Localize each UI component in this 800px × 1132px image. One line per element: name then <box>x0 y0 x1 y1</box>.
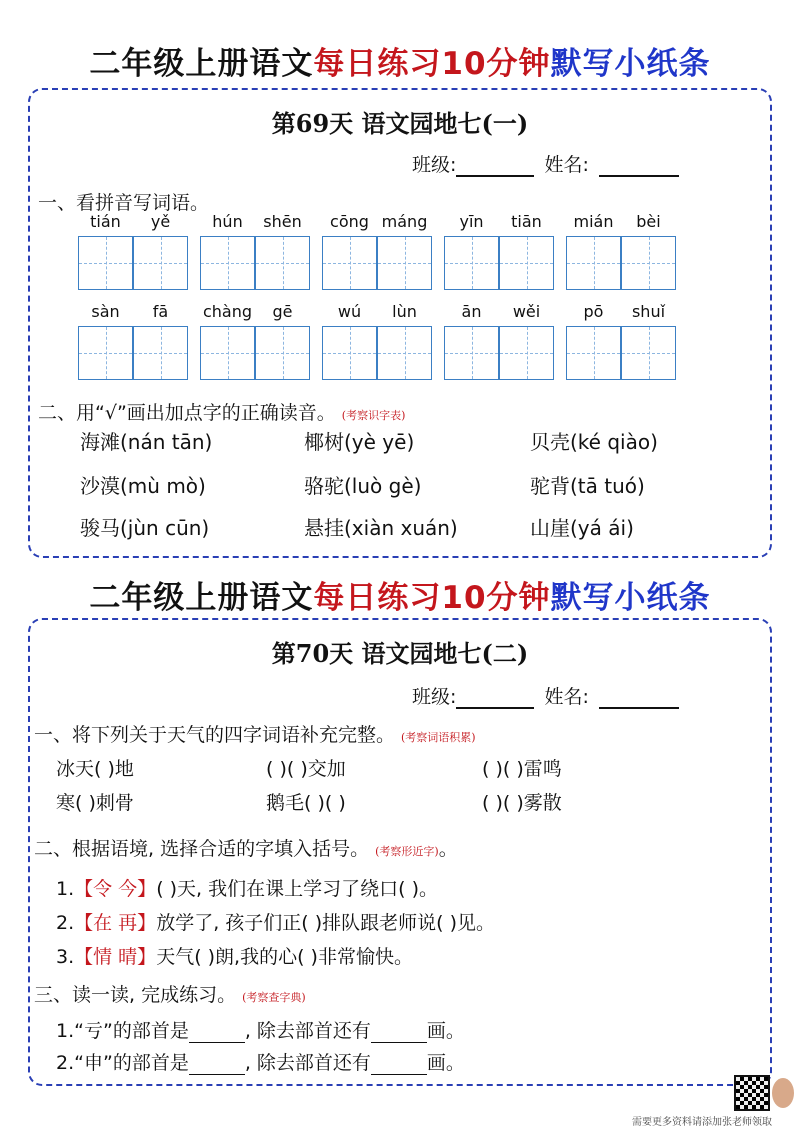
line-part-b: , 除去部首还有 <box>244 1020 371 1042</box>
writing-cell[interactable] <box>133 236 188 290</box>
writing-grid <box>444 236 554 290</box>
item-text: ( )天, 我们在课上学习了绕口( )。 <box>156 878 438 900</box>
question-2-text: 二、根据语境, 选择合适的字填入括号。 <box>34 838 370 860</box>
fill-item: 冰天( )地 <box>56 758 134 780</box>
name-blank[interactable] <box>599 707 679 709</box>
writing-grid <box>200 236 310 290</box>
pinyin-syllable: cōng <box>330 212 369 231</box>
pinyin-syllable: ān <box>461 302 482 321</box>
pinyin-syllable: wú <box>337 302 362 321</box>
question-2-text: 二、用“√”画出加点字的正确读音。 <box>38 402 336 424</box>
writing-cell[interactable] <box>566 326 621 380</box>
writing-grid <box>322 326 432 380</box>
writing-cell[interactable] <box>566 236 621 290</box>
pinyin-syllable: bèi <box>636 212 661 231</box>
choice-item-3 <box>56 942 413 969</box>
item-text: 天气( )朗,我的心( )非常愉快。 <box>156 946 413 968</box>
class-label: 班级: <box>412 686 457 708</box>
writing-cell[interactable] <box>78 236 133 290</box>
reading-choice-item[interactable]: 沙漠(mù mò) <box>80 474 206 498</box>
fill-item: ( )( )交加 <box>266 758 346 780</box>
writing-cell[interactable] <box>322 236 377 290</box>
writing-grid <box>78 236 188 290</box>
worksheet-title: 第70天 语文园地七(二) <box>271 639 529 668</box>
banner-part2: 每日练习10分钟 <box>313 580 551 616</box>
reading-choice-item[interactable]: 骆驼(luò gè) <box>304 474 422 498</box>
choice-item-1 <box>56 874 438 901</box>
question-3-heading <box>34 980 306 1007</box>
pinyin-syllable: shuǐ <box>631 302 666 321</box>
pinyin-syllable: máng <box>381 212 428 231</box>
item-number: 3. <box>56 946 75 968</box>
item-choice: 【令 今】 <box>74 878 157 900</box>
name-label: 姓名: <box>544 154 589 176</box>
choice-item-2 <box>56 908 495 935</box>
writing-grid <box>566 236 676 290</box>
question-2-note: (考察识字表) <box>341 409 406 422</box>
line-part-a: 1.“亏”的部首是 <box>56 1020 189 1042</box>
pinyin-syllable: lùn <box>392 302 417 321</box>
writing-cell[interactable] <box>621 326 676 380</box>
class-label: 班级: <box>412 154 457 176</box>
page-banner-top <box>0 38 800 83</box>
question-1-text: 一、将下列关于天气的四字词语补充完整。 <box>34 724 396 746</box>
stroke-blank[interactable] <box>371 1042 427 1043</box>
writing-cell[interactable] <box>444 236 499 290</box>
name-label: 姓名: <box>544 686 589 708</box>
pinyin-syllable: yīn <box>459 212 484 231</box>
radical-line-2 <box>56 1048 465 1075</box>
reading-choice-item[interactable]: 椰树(yè yē) <box>304 430 415 454</box>
pinyin-syllable: pō <box>583 302 604 321</box>
banner-part3: 默写小纸条 <box>550 580 711 616</box>
question-3-note: (考察查字典) <box>242 991 306 1004</box>
writing-grid <box>200 326 310 380</box>
fill-item: ( )( )雾散 <box>482 792 562 814</box>
item-text: 放学了, 孩子们正( )排队跟老师说( )见。 <box>156 912 495 934</box>
writing-grid <box>322 236 432 290</box>
pinyin-syllable: wěi <box>512 302 541 321</box>
pinyin-syllable: mián <box>573 212 614 231</box>
line-part-b: , 除去部首还有 <box>244 1052 371 1074</box>
qr-code <box>734 1075 770 1111</box>
writing-cell[interactable] <box>200 326 255 380</box>
writing-cell[interactable] <box>621 236 676 290</box>
name-blank[interactable] <box>599 175 679 177</box>
reading-choice-item[interactable]: 山崖(yá ái) <box>530 516 634 540</box>
reading-choice-item[interactable]: 悬挂(xiàn xuán) <box>304 516 458 540</box>
pinyin-syllable: hún <box>212 212 243 231</box>
class-name-bar <box>412 150 679 177</box>
reading-choice-item[interactable]: 骏马(jùn cūn) <box>80 516 210 540</box>
worksheet-day69 <box>28 88 772 558</box>
question-2-end: 。 <box>438 838 458 860</box>
banner-part1: 二年级上册语文 <box>89 46 314 82</box>
pinyin-syllable: gē <box>272 302 293 321</box>
writing-cell[interactable] <box>255 326 310 380</box>
line-part-c: 画。 <box>426 1020 465 1042</box>
item-number: 2. <box>56 912 75 934</box>
banner-part3: 默写小纸条 <box>550 46 711 82</box>
line-part-a: 2.“申”的部首是 <box>56 1052 189 1074</box>
question-1-heading: 一、看拼音写词语。 <box>38 192 210 214</box>
avatar <box>772 1078 794 1108</box>
class-blank[interactable] <box>456 175 534 177</box>
pinyin-syllable: chàng <box>202 302 253 321</box>
writing-grid <box>566 326 676 380</box>
writing-cell[interactable] <box>78 326 133 380</box>
reading-choice-item[interactable]: 贝壳(ké qiào) <box>530 430 658 454</box>
banner-part1: 二年级上册语文 <box>89 580 314 616</box>
worksheet-title: 第69天 语文园地七(一) <box>271 109 529 138</box>
writing-cell[interactable] <box>133 326 188 380</box>
page-banner-bottom <box>0 572 800 617</box>
class-name-bar <box>412 682 679 709</box>
writing-cell[interactable] <box>255 236 310 290</box>
writing-cell[interactable] <box>377 236 432 290</box>
item-choice: 【在 再】 <box>74 912 157 934</box>
fill-item: 鹅毛( )( ) <box>266 792 346 814</box>
item-choice: 【情 晴】 <box>74 946 157 968</box>
pinyin-syllable: yě <box>150 212 171 231</box>
line-part-c: 画。 <box>426 1052 465 1074</box>
writing-cell[interactable] <box>499 236 554 290</box>
stroke-blank[interactable] <box>371 1074 427 1075</box>
question-1-heading <box>34 720 476 747</box>
writing-cell[interactable] <box>200 236 255 290</box>
question-2-heading <box>34 834 458 861</box>
worksheet-day70 <box>28 618 772 1086</box>
writing-cell[interactable] <box>377 326 432 380</box>
pinyin-syllable: fā <box>152 302 169 321</box>
writing-cell[interactable] <box>499 326 554 380</box>
banner-part2: 每日练习10分钟 <box>313 46 551 82</box>
question-3-text: 三、读一读, 完成练习。 <box>34 984 237 1006</box>
question-1-note: (考察词语积累) <box>401 731 476 744</box>
item-number: 1. <box>56 878 75 900</box>
pinyin-syllable: tiān <box>511 212 542 231</box>
fill-item: ( )( )雷鸣 <box>482 758 562 780</box>
reading-choice-item[interactable]: 驼背(tā tuó) <box>530 474 645 498</box>
writing-grid <box>78 326 188 380</box>
pinyin-syllable: shēn <box>263 212 302 231</box>
radical-line-1 <box>56 1016 465 1043</box>
pinyin-syllable: tián <box>90 212 121 231</box>
writing-grid <box>444 326 554 380</box>
writing-cell[interactable] <box>444 326 499 380</box>
question-2-note: (考察形近字) <box>375 845 439 858</box>
pinyin-syllable: sàn <box>91 302 120 321</box>
radical-blank[interactable] <box>189 1042 245 1043</box>
class-blank[interactable] <box>456 707 534 709</box>
footer-note: 需要更多资料请添加张老师领取 <box>632 1117 772 1128</box>
question-2-heading <box>38 398 405 425</box>
reading-choice-item[interactable]: 海滩(nán tān) <box>80 430 213 454</box>
fill-item: 寒( )刺骨 <box>56 792 134 814</box>
radical-blank[interactable] <box>189 1074 245 1075</box>
writing-cell[interactable] <box>322 326 377 380</box>
